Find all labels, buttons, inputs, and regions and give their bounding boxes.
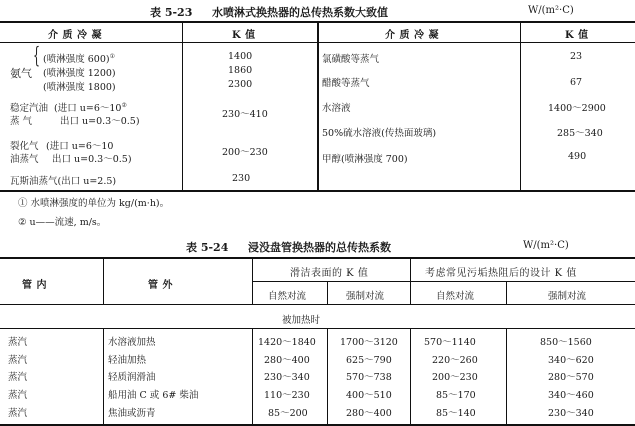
table2-divider-c-bottom (327, 329, 328, 424)
t2-row1-out: 水溶液加热 (108, 337, 156, 348)
table1-header-k-right: K 值 (565, 30, 589, 41)
ammonia-value-1: 1400 (228, 51, 253, 62)
table2-header-tube-in: 管 内 (22, 280, 47, 291)
table2-divider-c-top (327, 282, 328, 304)
t2-row3-c1: 230～340 (264, 372, 310, 383)
note-1: ① 水喷淋强度的单位为 kg/(m·h)。 (18, 198, 170, 209)
t2-row4-d1: 85～170 (436, 390, 476, 401)
table2-top-rule (0, 257, 635, 259)
table2-divider-b-bottom (252, 329, 253, 424)
cracked-item-2: 出口 u=0.3～0.5) (52, 154, 132, 165)
cracked-item-1: (进口 u=6～10 (46, 141, 114, 152)
table2-mid-header-rule (252, 281, 635, 282)
t2-row2-d2: 340～620 (548, 355, 594, 366)
ammonia-brace: { (33, 44, 40, 69)
right-row-3-k: 1400～2900 (548, 103, 606, 114)
table2-divider-d-top (410, 258, 411, 304)
table2-header-fouled-k: 考虑常见污垢热阻后的设计 K 值 (425, 268, 577, 279)
t2-row5-c1: 85～200 (268, 408, 308, 419)
t2-row2-out: 轻油加热 (108, 355, 147, 366)
steam-item-1: (进口 u=6～10② (54, 101, 127, 114)
t2-row5-d2: 230～340 (548, 408, 594, 419)
table1-title: 水喷淋式换热器的总传热系数大致值 (212, 6, 388, 19)
right-row-3-medium: 水溶液 (322, 103, 351, 114)
table2-title: 浸没盘管换热器的总传热系数 (248, 241, 391, 254)
table2-header-fouled-forced: 强制对流 (548, 291, 587, 302)
table1-divider-1 (182, 22, 183, 190)
table2-divider-d-bottom (410, 329, 411, 424)
right-row-4-k: 285～340 (557, 128, 603, 139)
t2-row3-out: 轻质润滑油 (108, 372, 156, 383)
table2-section-heated: 被加热时 (282, 315, 321, 326)
t2-row4-in: 蒸汽 (8, 390, 28, 401)
t2-row5-in: 蒸汽 (8, 408, 28, 419)
gas-oil-value: 230 (232, 173, 251, 184)
t2-row2-c1: 280～400 (264, 355, 310, 366)
t2-row2-d1: 220～260 (432, 355, 478, 366)
table1-header-medium-right: 介 质 冷 凝 (385, 30, 439, 41)
ammonia-value-3: 2300 (228, 79, 253, 90)
ammonia-item-3: (喷淋强度 1800) (43, 82, 116, 93)
table2-header-tube-out: 管 外 (148, 280, 173, 291)
t2-row1-d2: 850～1560 (540, 337, 592, 348)
t2-row3-c2: 570～738 (346, 372, 392, 383)
table2-number: 表 5-24 (186, 241, 229, 254)
steam-label-2: 蒸 气 (10, 116, 33, 127)
right-row-1-k: 23 (570, 51, 583, 62)
t2-row2-c2: 625～790 (346, 355, 392, 366)
table2-header-clean-k: 滑洁表面的 K 值 (290, 268, 369, 279)
table1-header-medium-left: 介 质 冷 凝 (48, 30, 102, 41)
table1-divider-center (317, 22, 319, 190)
t2-row4-d2: 340～460 (548, 390, 594, 401)
t2-row3-d1: 200～230 (432, 372, 478, 383)
steam-value: 230～410 (222, 109, 268, 120)
table1-header-k-left: K 值 (232, 30, 256, 41)
right-row-2-k: 67 (570, 77, 583, 88)
ammonia-value-2: 1860 (228, 65, 253, 76)
ammonia-label: 氨气 (10, 67, 32, 80)
table2-header-fouled-natural: 自然对流 (436, 291, 475, 302)
table1-divider-3 (520, 22, 521, 190)
right-row-4-medium: 50%硫水溶液(传热面玻璃) (322, 128, 437, 139)
table1-bottom-rule (0, 190, 635, 192)
table2-header-rule (0, 304, 635, 305)
table1-number: 表 5-23 (150, 6, 193, 19)
table2-divider-e-bottom (506, 329, 507, 424)
t2-row1-d1: 570～1140 (424, 337, 476, 348)
cracked-label-2: 油蒸气 (10, 154, 39, 165)
right-row-5-k: 490 (568, 151, 587, 162)
t2-row1-in: 蒸汽 (8, 337, 28, 348)
right-row-1-medium: 氯磺酸等蒸气 (322, 54, 380, 65)
t2-row5-d1: 85～140 (436, 408, 476, 419)
table2-divider-b-top (252, 258, 253, 304)
t2-row4-c1: 110～230 (264, 390, 310, 401)
t2-row5-c2: 280～400 (346, 408, 392, 419)
note-2: ② u——流速, m/s。 (18, 217, 107, 228)
ammonia-item-2: (喷淋强度 1200) (43, 68, 116, 79)
t2-row5-out: 焦油或沥青 (108, 408, 156, 419)
table2-header-clean-natural: 自然对流 (268, 291, 307, 302)
table2-divider-e-top (506, 282, 507, 304)
t2-row3-d2: 280～570 (548, 372, 594, 383)
steam-label-1: 稳定汽油 (10, 103, 49, 114)
table1-unit: W/(m²·C) (528, 5, 574, 16)
table2-divider-a-top (103, 258, 104, 304)
steam-item-2: 出口 u=0.3～0.5) (60, 116, 140, 127)
cracked-label-1: 裂化气 (10, 141, 39, 152)
t2-row3-in: 蒸汽 (8, 372, 28, 383)
ammonia-item-1: (喷淋强度 600)① (43, 52, 115, 65)
gas-oil-label: 瓦斯油蒸气(出口 u=2.5) (10, 176, 117, 187)
cracked-value: 200～230 (222, 147, 268, 158)
t2-row1-c2: 1700～3120 (340, 337, 398, 348)
t2-row4-c2: 400～510 (346, 390, 392, 401)
right-row-2-medium: 醋酸等蒸气 (322, 78, 370, 89)
t2-row4-out: 船用油 C 或 6# 柴油 (108, 390, 199, 401)
right-row-5-medium: 甲醇(喷淋强度 700) (322, 154, 408, 165)
t2-row1-c1: 1420～1840 (258, 337, 316, 348)
table2-unit: W/(m²·C) (523, 240, 569, 251)
t2-row2-in: 蒸汽 (8, 355, 28, 366)
table2-divider-a-bottom (103, 329, 104, 424)
table2-section-rule (0, 328, 635, 329)
table2-header-clean-forced: 强制对流 (346, 291, 385, 302)
